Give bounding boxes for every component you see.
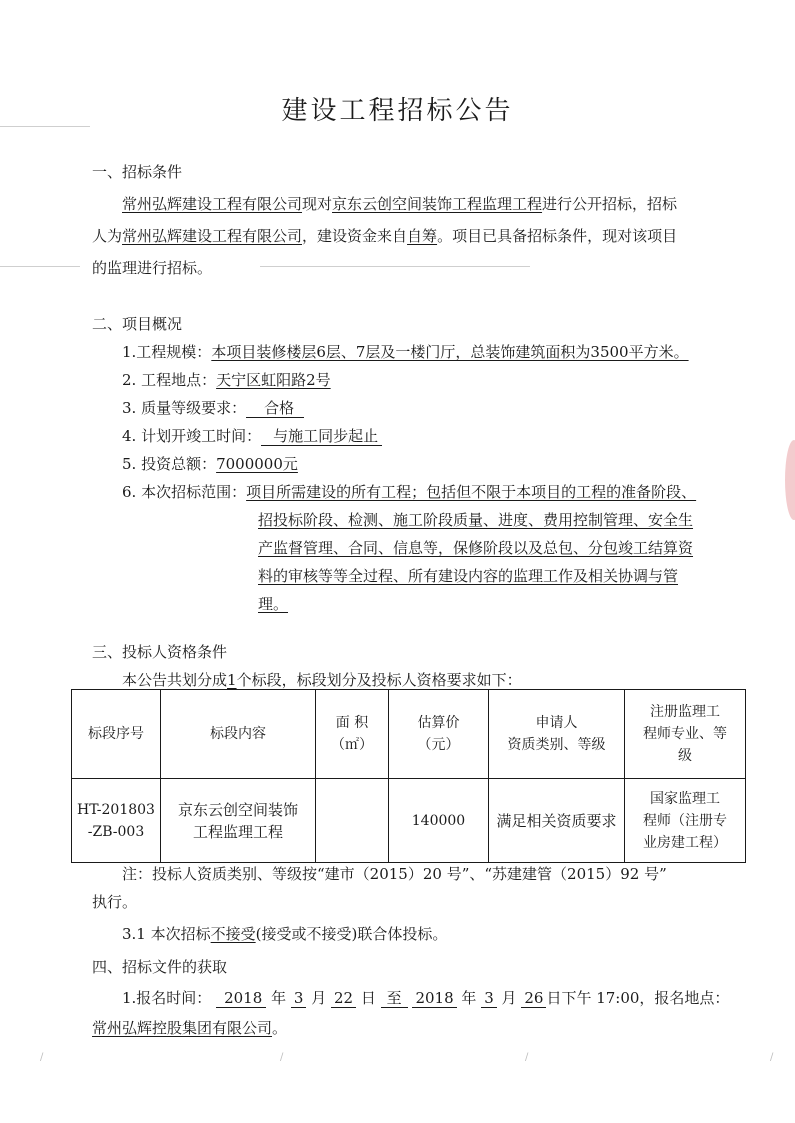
header-lot-content: 标段内容 (161, 690, 316, 779)
qualification-note-line-1: 注：投标人资质类别、等级按“建市（2015）20 号”、“苏建建管（2015）92 号” (122, 865, 667, 883)
funding-source: 自筹 (407, 227, 438, 245)
table-row (72, 779, 746, 863)
end-day: 26 (521, 989, 546, 1008)
text: 至 (381, 989, 408, 1008)
scan-mark: / (770, 1052, 774, 1063)
scan-speck (0, 126, 90, 127)
start-day: 22 (331, 989, 356, 1008)
text: 级 (678, 748, 692, 764)
lot-table (71, 689, 746, 863)
item-scope (122, 482, 696, 502)
end-month: 3 (481, 989, 497, 1008)
text: 资质类别、等级 (507, 737, 606, 753)
section-4-heading: 四、招标文件的获取 (92, 958, 228, 976)
scope-line-2: 招投标阶段、检测、施工阶段质量、进度、费用控制管理、安全生 (258, 511, 694, 529)
value: 7000000元 (216, 455, 298, 473)
text: 。项目已具备招标条件，现对该项目 (437, 227, 678, 245)
scan-mark: / (40, 1052, 44, 1063)
table-header-row (72, 690, 746, 779)
value: 本项目装修楼层6层、7层及一楼门厅，总装饰建筑面积为3500平方米。 (211, 343, 689, 361)
text: 京东云创空间装饰 (177, 800, 298, 819)
place-name: 常州弘辉控股集团有限公司 (92, 1019, 273, 1037)
text: 年 (271, 989, 287, 1007)
text: （㎡） (331, 737, 373, 753)
scan-mark: / (525, 1052, 529, 1063)
label: 1.工程规模： (122, 343, 212, 361)
registration-time (122, 988, 729, 1008)
text: 本公告共划分成 (122, 671, 228, 689)
item-schedule (122, 426, 382, 446)
item-investment (122, 454, 298, 474)
section-2-heading: 二、项目概况 (92, 315, 183, 333)
s1-paragraph-line-2 (92, 226, 677, 246)
cell-qualification: 满足相关资质要求 (489, 779, 625, 863)
text: 进行公开招标，招标 (542, 195, 678, 213)
text: 3.1 本次招标 (122, 925, 211, 943)
label: 5. 投资总额： (122, 455, 217, 473)
lot-intro (122, 670, 522, 690)
header-area (316, 690, 389, 779)
item-location (122, 370, 331, 390)
header-qualification (489, 690, 625, 779)
text: 日下午 17:00，报名地点： (546, 989, 730, 1007)
lot-count: 1 (227, 671, 237, 689)
label: 1.报名时间： (122, 989, 212, 1007)
text: 现对 (302, 195, 333, 213)
value: 天宁区虹阳路2号 (216, 371, 331, 389)
label: 6. 本次招标范围： (122, 483, 247, 501)
cell-lot-no (72, 779, 161, 863)
project-name: 京东云创空间装饰工程监理工程 (332, 195, 543, 213)
s1-paragraph-line-1 (122, 194, 677, 214)
cell-lot-content (161, 779, 316, 863)
section-3-heading: 三、投标人资格条件 (92, 643, 228, 661)
text: （元） (417, 737, 460, 753)
value: 与施工同步起止 (261, 427, 382, 446)
header-engineer (625, 690, 746, 779)
text: -ZB-003 (87, 823, 145, 840)
start-year: 2018 (216, 989, 266, 1008)
cell-area (316, 779, 389, 863)
text: 业房建工程） (643, 834, 727, 851)
header-lot-no: 标段序号 (72, 690, 161, 779)
text: 月 (501, 989, 517, 1007)
registration-place (92, 1018, 287, 1038)
tenderer-name-2: 常州弘辉建设工程有限公司 (122, 227, 303, 245)
page-title: 建设工程招标公告 (281, 96, 514, 126)
scan-mark: / (280, 1052, 284, 1063)
text: 申请人 (535, 715, 578, 731)
text: 估算价 (417, 715, 460, 731)
scope-line-1: 项目所需建设的所有工程；包括但不限于本项目的工程的准备阶段、 (246, 483, 697, 501)
text: HT-201803 (77, 801, 155, 818)
label: 3. 质量等级要求： (122, 399, 247, 417)
value: 合格 (246, 399, 304, 418)
scan-speck (260, 266, 530, 267)
text: 注册监理工 (650, 704, 720, 720)
text: ，建设资金来自 (302, 227, 408, 245)
text: 工程监理工程 (192, 822, 283, 841)
text: 程师（注册专 (643, 812, 727, 829)
text: 。 (272, 1019, 288, 1037)
text: 月 (311, 989, 327, 1007)
text: 程师专业、等 (643, 726, 727, 742)
text: (接受或不接受)联合体投标。 (255, 925, 448, 943)
scope-line-5: 理。 (258, 595, 289, 613)
text: 国家监理工 (650, 790, 720, 807)
section-1-heading: 一、招标条件 (92, 163, 183, 181)
scope-line-3: 产监督管理、合同、信息等，保修阶段以及总包、分包竣工结算资 (258, 539, 694, 557)
header-estimate (389, 690, 489, 779)
tenderer-name: 常州弘辉建设工程有限公司 (122, 195, 303, 213)
start-month: 3 (291, 989, 307, 1008)
scope-line-4: 料的审核等等全过程、所有建设内容的监理工作及相关协调与管 (258, 567, 679, 585)
scan-speck (0, 266, 80, 267)
consortium-clause (122, 924, 447, 944)
item-scale (122, 342, 689, 362)
text: 年 (461, 989, 477, 1007)
cell-engineer (625, 779, 746, 863)
text: 个标段，标段划分及投标人资格要求如下： (236, 671, 522, 689)
text: 人为 (92, 227, 123, 245)
s1-paragraph-line-3: 的监理进行招标。 (92, 259, 213, 277)
label: 2. 工程地点： (122, 371, 217, 389)
red-seal-edge (785, 440, 795, 520)
end-year: 2018 (412, 989, 456, 1008)
qualification-note-line-2: 执行。 (92, 893, 138, 911)
cell-estimate: 140000 (389, 779, 489, 863)
label: 4. 计划开竣工时间： (122, 427, 262, 445)
item-quality (122, 398, 304, 418)
consortium-value: 不接受 (210, 925, 256, 943)
text: 面 积 (335, 715, 369, 731)
text: 日 (360, 989, 376, 1007)
